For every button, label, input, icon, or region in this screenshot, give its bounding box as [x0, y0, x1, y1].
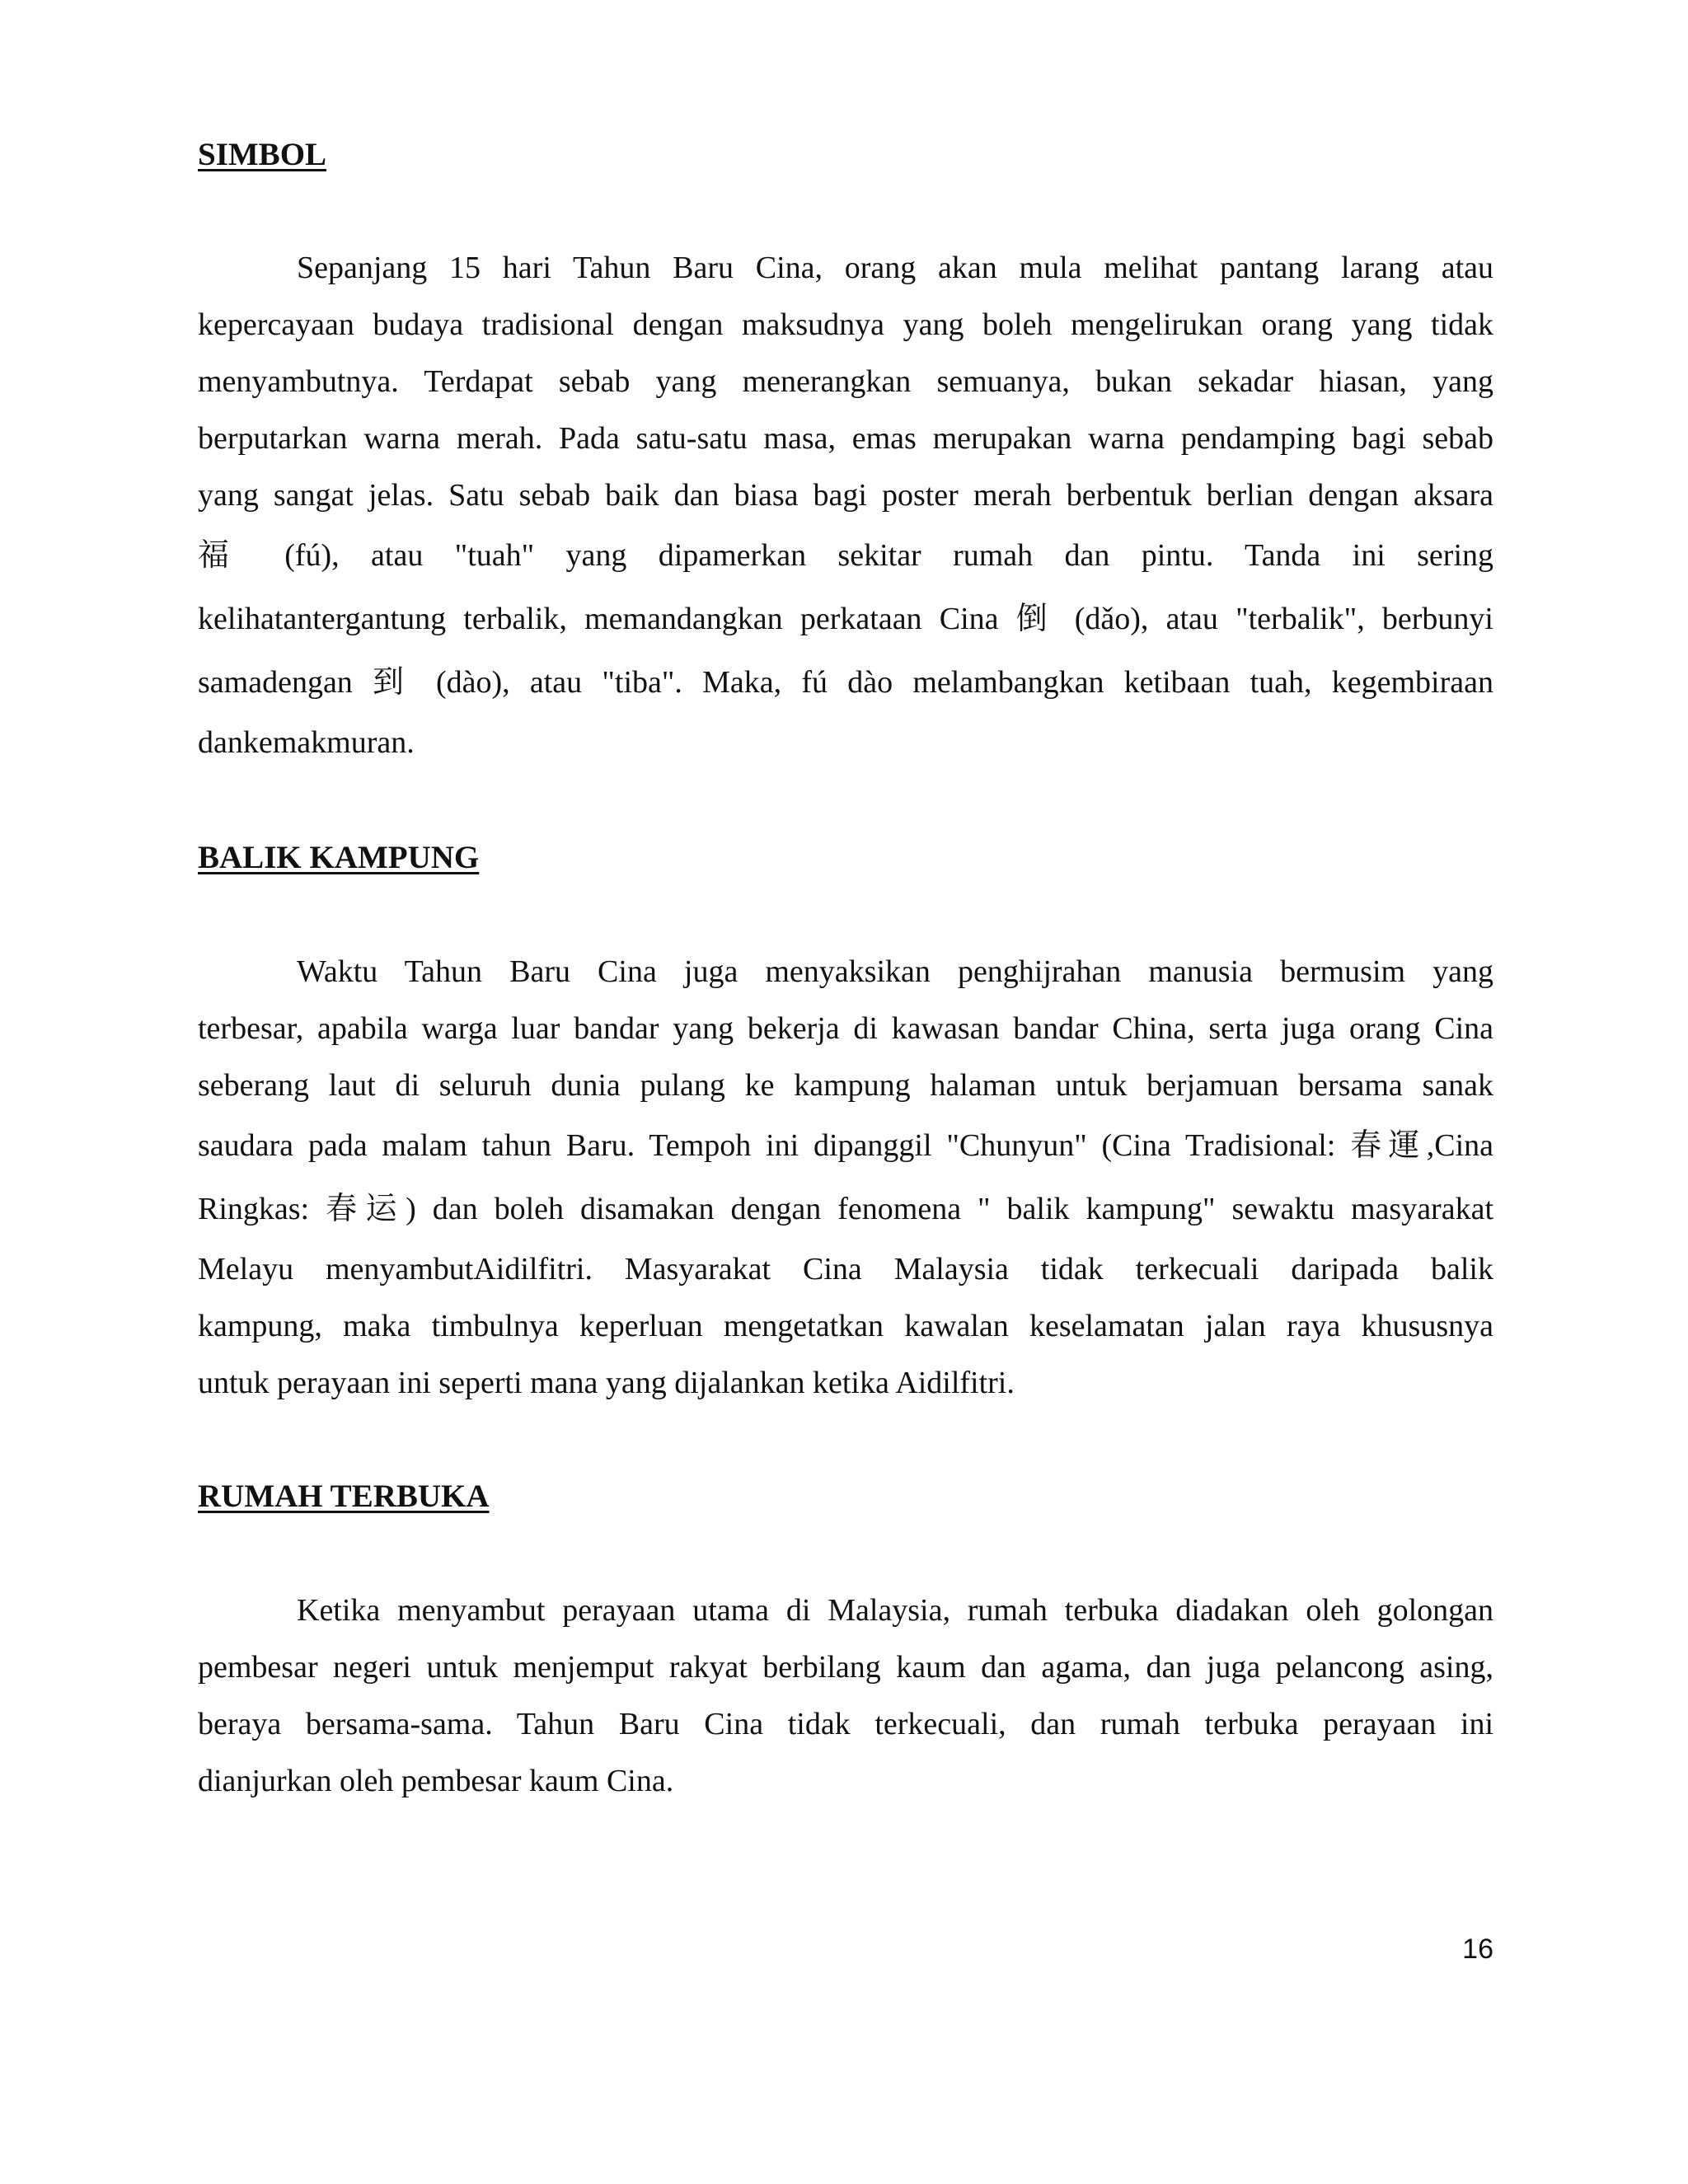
paragraph-line: terbesar, apabila warga luar bandar yang bekerja di kawasan bandar China, serta juga orang Cina	[198, 1011, 1493, 1046]
page-number: 16	[1462, 1933, 1493, 1965]
paragraph-line: Ringkas: 春运) dan boleh disamakan dengan fenomena " balik kampung" sewaktu masyarakat	[198, 1192, 1493, 1226]
paragraph-rumah-terbuka	[198, 1582, 1493, 1810]
paragraph-line: beraya bersama-sama. Tahun Baru Cina tidak terkecuali, dan rumah terbuka perayaan ini	[198, 1707, 1493, 1741]
paragraph-line: menyambutnya. Terdapat sebab yang menerangkan semuanya, bukan sekadar hiasan, yang	[198, 364, 1493, 399]
section-heading-simbol: SIMBOL	[198, 137, 327, 172]
section-heading-balik-kampung: BALIK KAMPUNG	[198, 840, 480, 875]
paragraph-line: 福 (fú), atau "tuah" yang dipamerkan sekitar rumah dan pintu. Tanda ini sering	[198, 538, 1493, 573]
paragraph-line: dankemakmuran.	[198, 725, 415, 760]
paragraph-line: Ketika menyambut perayaan utama di Malaysia, rumah terbuka diadakan oleh golongan	[297, 1593, 1493, 1628]
paragraph-line: kampung, maka timbulnya keperluan mengetatkan kawalan keselamatan jalan raya khususnya	[198, 1309, 1493, 1343]
section-heading-rumah-terbuka: RUMAH TERBUKA	[198, 1479, 490, 1514]
paragraph-line: kepercayaan budaya tradisional dengan maksudnya yang boleh mengelirukan orang yang tidak	[198, 307, 1493, 342]
paragraph-line: seberang laut di seluruh dunia pulang ke kampung halaman untuk berjamuan bersama sanak	[198, 1068, 1493, 1103]
paragraph-line: Sepanjang 15 hari Tahun Baru Cina, orang akan mula melihat pantang larang atau	[297, 251, 1493, 285]
paragraph-line: berputarkan warna merah. Pada satu-satu masa, emas merupakan warna pendamping bagi sebab	[198, 421, 1493, 456]
paragraph-line: pembesar negeri untuk menjemput rakyat berbilang kaum dan agama, dan juga pelancong asing,	[198, 1650, 1493, 1685]
paragraph-balik-kampung	[198, 944, 1493, 1412]
paragraph-line: yang sangat jelas. Satu sebab baik dan biasa bagi poster merah berbentuk berlian dengan aksara	[198, 478, 1493, 513]
paragraph-simbol	[198, 240, 1493, 771]
paragraph-line: kelihatantergantung terbalik, memandangkan perkataan Cina 倒 (dǎo), atau "terbalik", berbunyi	[198, 602, 1493, 636]
paragraph-line: samadengan 到 (dào), atau "tiba". Maka, fú dào melambangkan ketibaan tuah, kegembiraan	[198, 665, 1493, 700]
paragraph-line: dianjurkan oleh pembesar kaum Cina.	[198, 1764, 674, 1798]
paragraph-line: untuk perayaan ini seperti mana yang dijalankan ketika Aidilfitri.	[198, 1366, 1015, 1400]
paragraph-line: Melayu menyambutAidilfitri. Masyarakat Cina Malaysia tidak terkecuali daripada balik	[198, 1252, 1493, 1286]
paragraph-line: Waktu Tahun Baru Cina juga menyaksikan penghijrahan manusia bermusim yang	[297, 954, 1493, 989]
paragraph-line: saudara pada malam tahun Baru. Tempoh ini dipanggil "Chunyun" (Cina Tradisional: 春運,Cina	[198, 1128, 1493, 1163]
